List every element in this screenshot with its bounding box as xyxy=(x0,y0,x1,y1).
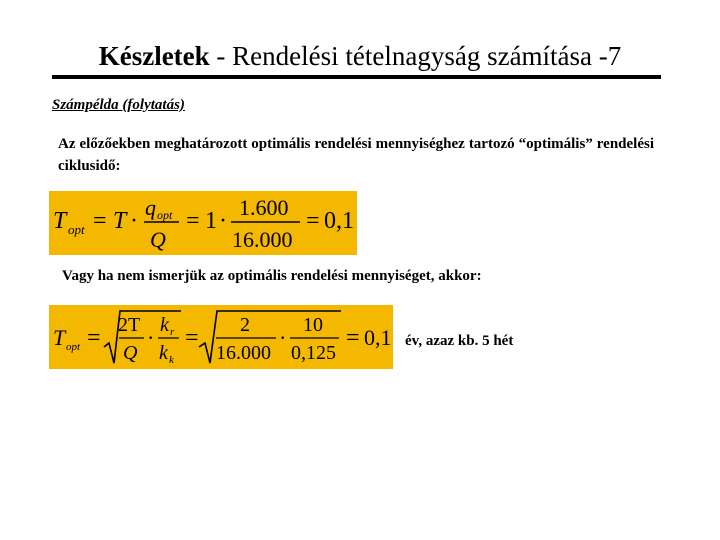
f2-value: 0,1 xyxy=(364,325,392,350)
f2-kr: k xyxy=(160,314,169,336)
f2-lhs: T xyxy=(53,325,66,350)
formula-topt-box xyxy=(49,191,357,255)
f2-num1: 2 xyxy=(240,314,250,336)
f2-eq3: = xyxy=(346,325,360,351)
f2-den2: 0,125 xyxy=(291,342,336,364)
f2-Q: Q xyxy=(123,342,138,364)
f1-eq2: = xyxy=(186,208,200,234)
f2-den1: 16.000 xyxy=(216,342,271,364)
f1-dot2: · xyxy=(219,208,227,234)
title-divider xyxy=(52,75,661,79)
f1-Q: Q xyxy=(150,227,166,252)
title-rest: - Rendelési tételnagyság számítása -7 xyxy=(209,41,622,71)
title-bold: Készletek xyxy=(98,41,210,71)
f2-eq2: = xyxy=(185,325,199,351)
f1-q: q xyxy=(145,195,156,220)
f1-value: 0,1 xyxy=(324,208,354,234)
f1-T: T xyxy=(113,208,127,234)
f1-one: 1 xyxy=(205,208,217,234)
f2-lhs-sub: opt xyxy=(66,341,81,353)
page-title xyxy=(0,40,720,72)
f2-kk-sub: k xyxy=(169,354,174,366)
f1-num: 1.600 xyxy=(239,195,289,220)
result-text: év, azaz kb. 5 hét xyxy=(405,333,514,349)
f1-lhs-sub: opt xyxy=(68,222,85,237)
f2-kr-sub: r xyxy=(170,326,175,338)
f1-eq1: = xyxy=(93,208,107,234)
f1-dot1: · xyxy=(130,208,138,234)
f2-dot2: · xyxy=(279,325,287,350)
f1-lhs: T xyxy=(53,208,67,234)
f2-kk: k xyxy=(159,342,168,364)
section-subtitle: Számpélda (folytatás) xyxy=(52,97,185,113)
f1-q-sub: opt xyxy=(157,208,173,222)
alternative-line: Vagy ha nem ismerjük az optimális rendelési mennyiséget, akkor: xyxy=(62,268,482,284)
f2-dot1: · xyxy=(147,325,155,350)
formula-topt-svg xyxy=(49,191,357,255)
formula-topt-sqrt-box xyxy=(49,305,393,369)
formula-topt-sqrt-svg xyxy=(49,305,393,369)
intro-paragraph: Az előzőekben meghatározott optimális rendelési mennyiséghez tartozó “optimális” rendelési ciklusidő: xyxy=(58,136,654,174)
f1-eq3: = xyxy=(306,208,320,234)
f2-2T: 2T xyxy=(118,314,141,336)
f1-den: 16.000 xyxy=(232,227,293,252)
f2-eq1: = xyxy=(87,325,101,351)
f2-num2: 10 xyxy=(303,314,323,336)
